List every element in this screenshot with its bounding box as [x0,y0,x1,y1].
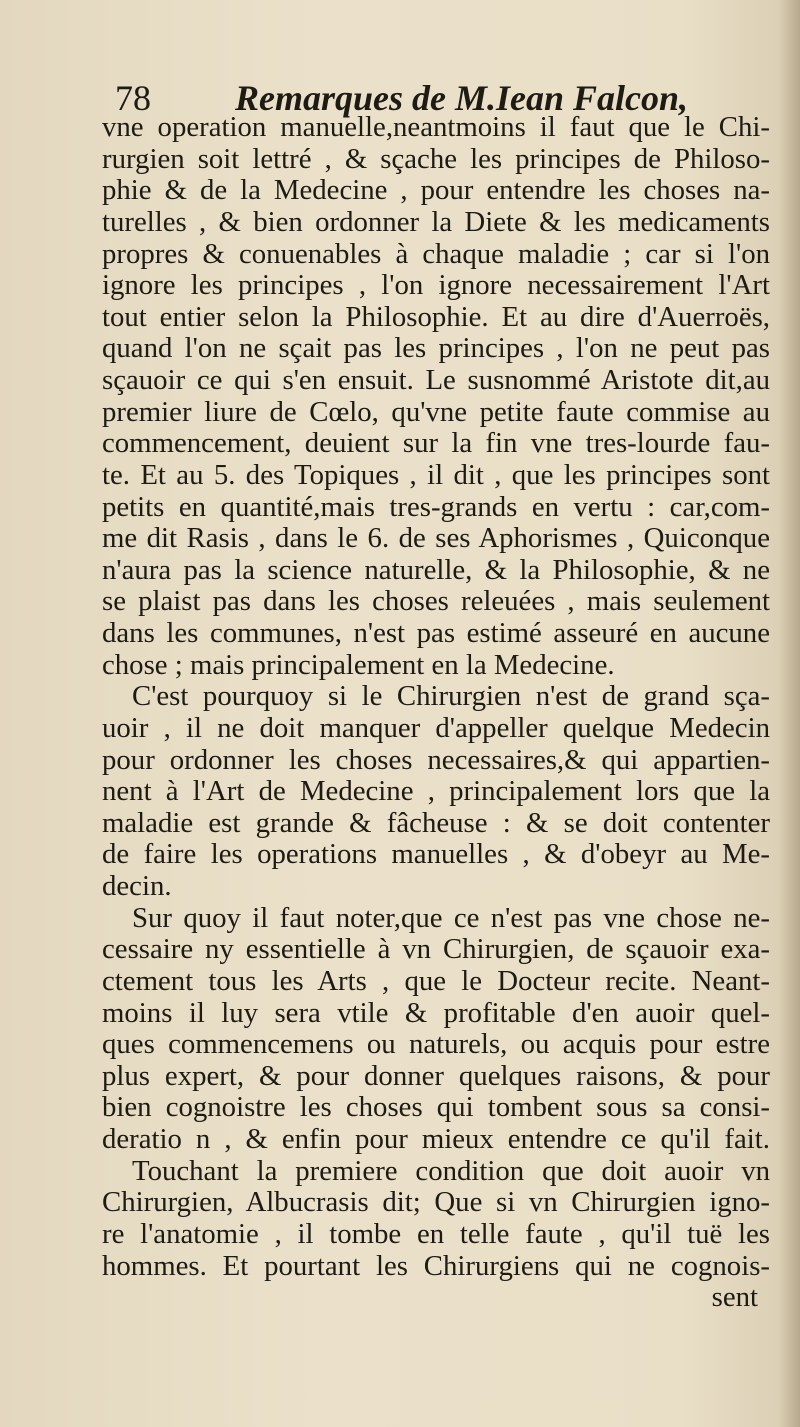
text-line: me dit Rasis , dans le 6. de ses Aphorismes , Quiconque [102,523,770,555]
text-line: premier liure de Cœlo, qu'vne petite faute commise au [102,396,770,428]
text-line: propres & conuenables à chaque maladie ; car si l'on [102,238,770,270]
text-line: commencement, deuient sur la fin vne tres-lourde fau- [102,428,770,460]
text-line: Touchant la premiere condition que doit auoir vn [132,1155,770,1187]
text-line: Chirurgien, Albucrasis dit; Que si vn Chirurgien igno- [102,1187,770,1219]
text-line: moins il luy sera vtile & profitable d'en auoir quel- [102,997,770,1029]
running-title: Remarques de M.Iean Falcon, [235,78,689,118]
text-line: turelles , & bien ordonner la Diete & les medicaments [102,206,770,238]
text-line: ignore les principes , l'on ignore necessairement l'Art [102,270,770,302]
text-line: n'aura pas la science naturelle, & la Philosophie, & ne [102,554,770,586]
page-edge-shadow [778,0,800,1427]
catchword-row [102,1282,770,1314]
text-line: deratio n , & enfin pour mieux entendre ce qu'il fait. [102,1124,770,1155]
text-line: bien cognoistre les choses qui tombent sous sa consi- [102,1092,770,1124]
text-line: petits en quantité,mais tres-grands en vertu : car,com- [102,491,770,523]
text-line: se plaist pas dans les choses releuées , mais seulement [102,586,770,618]
body-text [102,112,770,1314]
catchword: sent [711,1281,758,1314]
text-line: plus expert, & pour donner quelques raisons, & pour [102,1060,770,1092]
text-line: hommes. Et pourtant les Chirurgiens qui ne cognois- [102,1250,770,1282]
page-number: 78 [115,78,151,118]
text-line: nent à l'Art de Medecine , principalement lors que la [102,776,770,808]
text-line: re l'anatomie , il tombe en telle faute , qu'il tuë les [102,1218,770,1250]
text-line: tout entier selon la Philosophie. Et au dire d'Auerroës, [102,301,770,333]
text-line: cessaire ny essentielle à vn Chirurgien, de sçauoir exa- [102,934,770,966]
text-line: rurgien soit lettré , & sçache les principes de Philoso- [102,143,770,175]
text-line: ctement tous les Arts , que le Docteur recite. Neant- [102,965,770,997]
text-line: dans les communes, n'est pas estimé asseuré en aucune [102,618,770,649]
text-line: te. Et au 5. des Topiques , il dit , que les principes sont [102,459,770,491]
text-line: decin. [102,871,172,902]
text-line: vne operation manuelle,neantmoins il faut que le Chi- [102,112,770,143]
text-line: pour ordonner les choses necessaires,& qui appartien- [102,744,770,776]
text-line: Sur quoy il faut noter,que ce n'est pas vne chose ne- [132,902,770,934]
text-line: C'est pourquoy si le Chirurgien n'est de grand sça- [132,681,770,713]
text-line: quand l'on ne sçait pas les principes , l'on ne peut pas [102,333,770,365]
text-line: uoir , il ne doit manquer d'appeller quelque Medecin [102,712,770,744]
text-line: chose ; mais principalement en la Medecine. [102,649,615,681]
text-line: de faire les operations manuelles , & d'obeyr au Me- [102,839,770,871]
text-line: ques commencemens ou naturels, ou acquis pour estre [102,1029,770,1061]
text-line: phie & de la Medecine , pour entendre les choses na- [102,175,770,207]
text-line: maladie est grande & fâcheuse : & se doit contenter [102,807,770,839]
text-line: sçauoir ce qui s'en ensuit. Le susnommé Aristote dit,au [102,365,770,396]
